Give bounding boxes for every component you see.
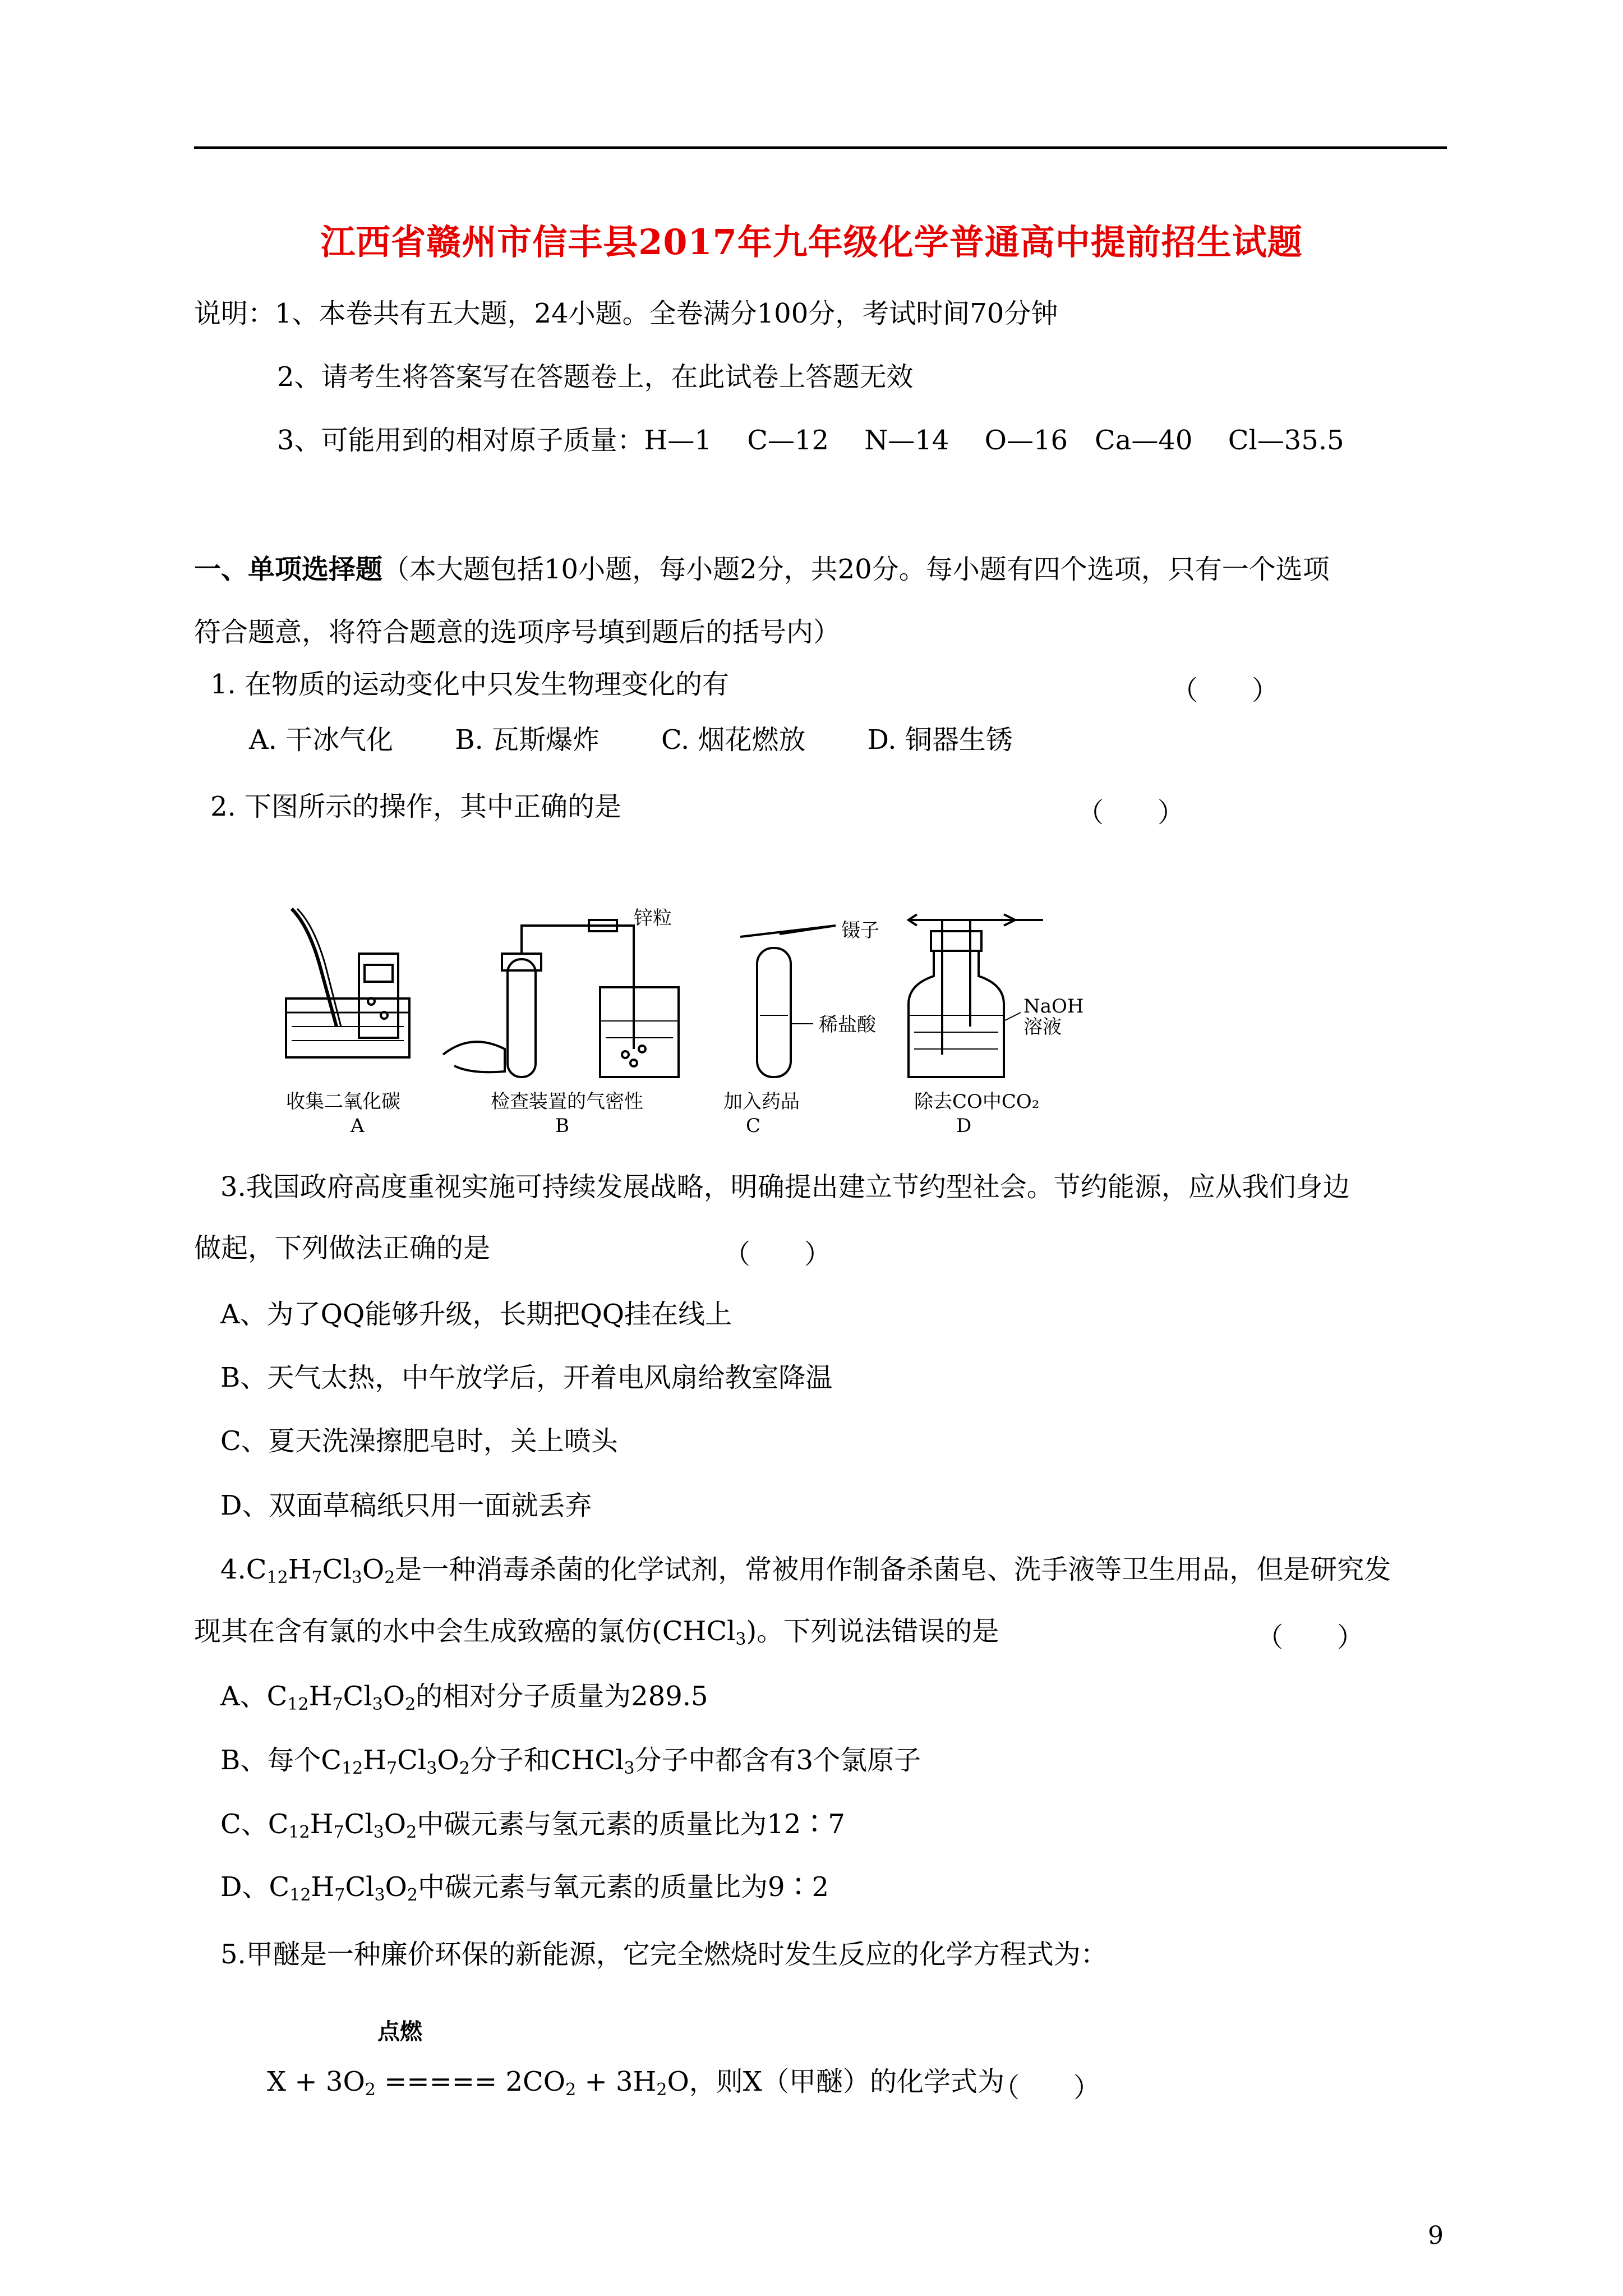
q1-option-d: D. 铜器生锈 bbox=[867, 724, 1013, 756]
section1-heading: 一、单项选择题 bbox=[194, 554, 383, 585]
q3-option-b: B、天气太热，中午放学后，开着电风扇给教室降温 bbox=[220, 1362, 833, 1393]
q1-answer-paren: （ ） bbox=[1171, 675, 1279, 706]
q4-stem-2: 现其在含有氯的水中会生成致癌的氯仿(CHCl$_3$)。下列说法错误的是 bbox=[194, 1616, 999, 1649]
label-naoh-2: 溶液 bbox=[1023, 1016, 1062, 1038]
formula: $C_{12}H_7Cl_3O_2$ bbox=[321, 1745, 470, 1778]
q3-option-d: D、双面草稿纸只用一面就丢弃 bbox=[220, 1490, 592, 1521]
q4-option-c bbox=[220, 1809, 845, 1841]
q4-option-a bbox=[220, 1681, 708, 1713]
letter-c: C bbox=[746, 1115, 761, 1133]
section1-desc-2: 符合题意，将符合题意的选项序号填到题后的括号内） bbox=[194, 616, 841, 648]
q4-option-d bbox=[220, 1871, 829, 1904]
section1-desc-1: （本大题包括10小题，每小题2分，共20分。每小题有四个选项，只有一个选项 bbox=[382, 554, 1330, 585]
q2-figure bbox=[275, 886, 1127, 1133]
caption-c: 加入药品 bbox=[723, 1091, 800, 1113]
q4-number: 4. bbox=[220, 1554, 246, 1585]
q4-stem-1-text: 是一种消毒杀菌的化学试剂，常被用作制备杀菌皂、洗手液等卫生用品，但是研究发 bbox=[395, 1554, 1391, 1585]
q4-option-d-label: D、 bbox=[220, 1871, 269, 1903]
q4-option-b-label: B、每个 bbox=[220, 1745, 321, 1776]
eq-part-d: O，则X（甲醚）的化学式为 bbox=[667, 2066, 1004, 2097]
label-zinc: 锌粒 bbox=[634, 907, 672, 930]
page-title: 江西省赣州市信丰县2017年九年级化学普通高中提前招生试题 bbox=[320, 222, 1303, 263]
header-rule bbox=[194, 146, 1447, 149]
q1-options bbox=[249, 724, 1075, 757]
q5-answer-paren: （ ） bbox=[993, 2072, 1101, 2104]
q4-option-a-label: A、 bbox=[220, 1681, 267, 1712]
instruction-line-1: 说明：1、本卷共有五大题，24小题。全卷满分100分，考试时间70分钟 bbox=[194, 298, 1058, 329]
q3-answer-paren: （ ） bbox=[723, 1239, 832, 1270]
eq-part-c: + 3H bbox=[576, 2066, 657, 2097]
instruction-line-2: 2、请考生将答案写在答题卷上，在此试卷上答题无效 bbox=[277, 361, 914, 393]
q3-option-a: A、为了QQ能够升级，长期把QQ挂在线上 bbox=[220, 1299, 732, 1330]
q1-option-a: A. 干冰气化 bbox=[249, 724, 394, 756]
caption-d: 除去CO中CO₂ bbox=[914, 1091, 1040, 1113]
q2-stem: 2. 下图所示的操作，其中正确的是 bbox=[210, 791, 622, 822]
q4-answer-paren: （ ） bbox=[1256, 1622, 1364, 1653]
apparatus-d bbox=[909, 914, 1043, 1077]
q4-option-a-text: 的相对分子质量为289.5 bbox=[416, 1681, 708, 1712]
label-tweezers: 镊子 bbox=[841, 919, 879, 942]
q5-equation: $X + 3O_2$ ===== $2CO_2 + 3H_2O$，则X（甲醚）的化学式为 bbox=[267, 2066, 1004, 2100]
section1-heading-line bbox=[194, 554, 1330, 586]
q3-option-c: C、夏天洗澡擦肥皂时，关上喷头 bbox=[220, 1425, 618, 1457]
formula: $C_{12}H_7Cl_3O_2$ bbox=[268, 1809, 417, 1842]
q4-option-b: B、每个$C_{12}H_7Cl_3O_2$分子和CHCl$_3$分子中都含有3个氯原子 bbox=[220, 1745, 921, 1778]
q4-option-b-text: 分子中都含有3个氯原子 bbox=[634, 1745, 921, 1776]
formula: $C_{12}H_7Cl_3O_2$ bbox=[266, 1681, 416, 1714]
formula: $C_{12}H_7Cl_3O_2$ bbox=[269, 1871, 418, 1905]
q1-stem: 1. 在物质的运动变化中只发生物理变化的有 bbox=[210, 669, 730, 700]
apparatus-b bbox=[443, 920, 679, 1077]
caption-b: 检查装置的气密性 bbox=[491, 1091, 643, 1113]
apparatus-c bbox=[740, 926, 836, 1077]
q3-stem-1: 3.我国政府高度重视实施可持续发展战略，明确提出建立节约型社会。节约能源，应从我们身边 bbox=[220, 1171, 1350, 1203]
q5-stem: 5.甲醚是一种廉价环保的新能源，它完全燃烧时发生反应的化学方程式为： bbox=[220, 1939, 1108, 1970]
q4-stem-2-text-b: )。下列说法错误的是 bbox=[746, 1616, 999, 1647]
q4-option-c-label: C、 bbox=[220, 1809, 268, 1840]
q1-option-c: C. 烟花燃放 bbox=[661, 724, 806, 756]
q4-option-d-text: 中碳元素与氧元素的质量比为9∶2 bbox=[418, 1871, 829, 1903]
formula: $C_{12}H_7Cl_3O_2$ bbox=[246, 1554, 395, 1588]
eq-part-a: X + 3O bbox=[267, 2066, 365, 2097]
page-number: 9 bbox=[1428, 2221, 1444, 2250]
caption-a: 收集二氧化碳 bbox=[286, 1091, 400, 1113]
letter-b: B bbox=[555, 1115, 569, 1133]
q1-option-b: B. 瓦斯爆炸 bbox=[455, 724, 600, 756]
ignite-condition: 点燃 bbox=[377, 2019, 422, 2045]
label-naoh-1: NaOH bbox=[1023, 995, 1084, 1018]
eq-part-b: ===== 2CO bbox=[375, 2066, 566, 2097]
label-hcl: 稀盐酸 bbox=[819, 1014, 876, 1036]
q4-option-c-text: 中碳元素与氢元素的质量比为12∶7 bbox=[417, 1809, 845, 1840]
apparatus-a bbox=[286, 909, 409, 1057]
q3-stem-2: 做起，下列做法正确的是 bbox=[194, 1232, 491, 1264]
q4-stem-2-text-a: 现其在含有氯的水中会生成致癌的氯仿(CHCl bbox=[194, 1616, 736, 1647]
letter-a: A bbox=[351, 1115, 365, 1133]
instruction-line-3: 3、可能用到的相对原子质量：H—1 C—12 N—14 O—16 Ca—40 Cl—35.5 bbox=[277, 425, 1344, 456]
letter-d: D bbox=[956, 1115, 972, 1133]
q4-stem-1 bbox=[220, 1554, 1391, 1586]
q2-answer-paren: （ ） bbox=[1077, 797, 1185, 829]
q4-option-b-mid: 分子和CHCl bbox=[469, 1745, 624, 1776]
